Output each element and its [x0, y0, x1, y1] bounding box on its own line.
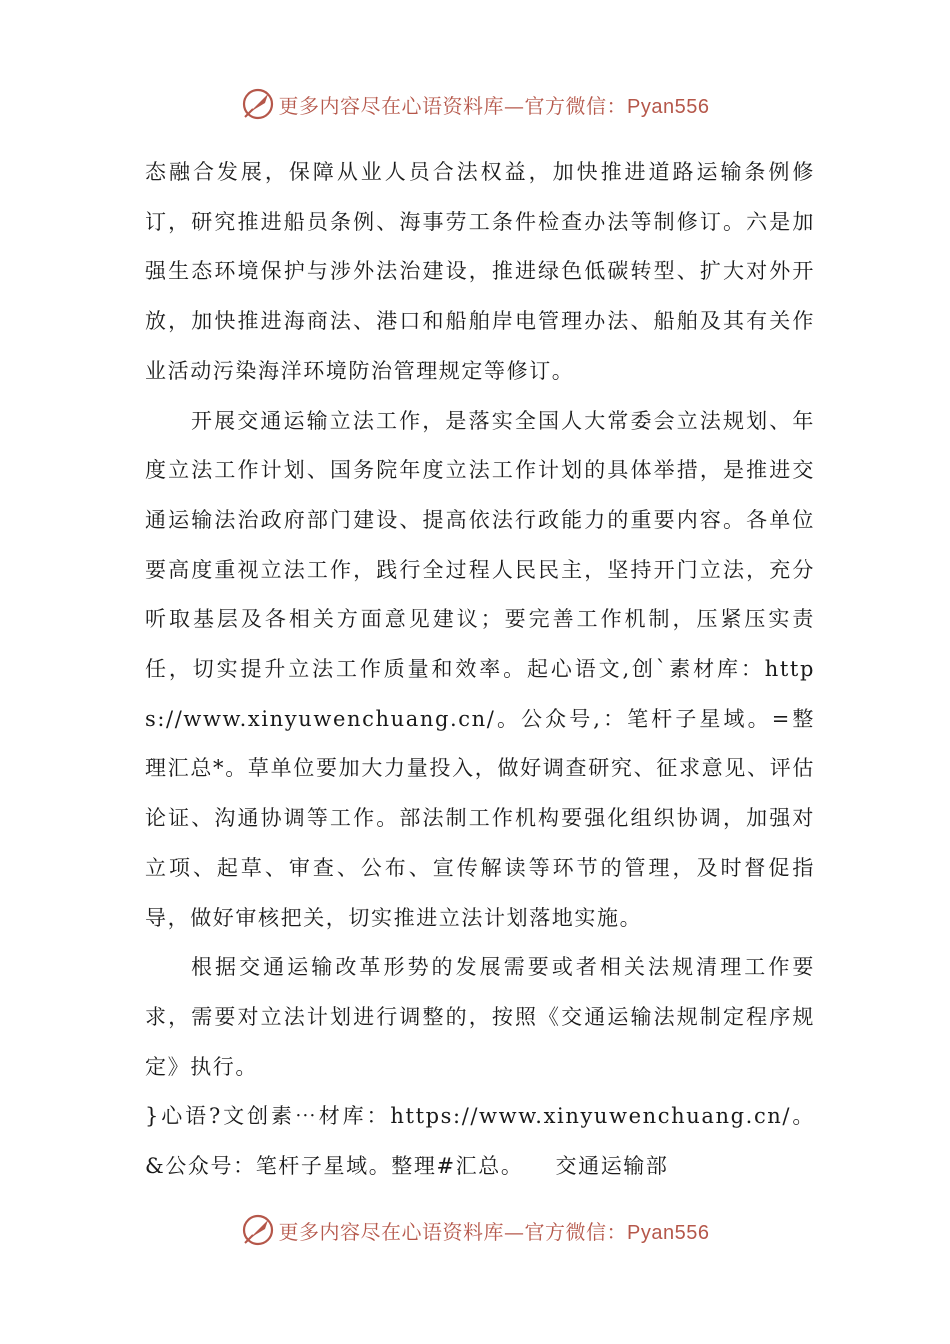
header-banner-handle: Pyan556: [627, 95, 710, 118]
quill-logo-icon: [241, 1213, 275, 1247]
paragraph-2: 开展交通运输立法工作，是落实全国人大常委会立法规划、年度立法工作计划、国务院年度立法工作计划的具体举措，是推进交通运输法治政府部门建设、提高依法行政能力的重要内容。各单位要高度重视立法工作，践行全过程人民民主，坚持开门立法，充分听取基层及各相关方面意见建议；要完善工作机制，压紧压实责任，切实提升立法工作质量和效率。起心语文,创`素材库：https://www.xinyuwenchuang.cn/。公众号,：笔杆子星域。=整理汇总*。草单位要加大力量投入，做好调查研究、征求意见、评估论证、沟通协调等工作。部法制工作机构要强化组织协调，加强对立项、起草、审查、公布、宣传解读等环节的管理，及时督促指导，做好审核把关，切实推进立法计划落地实施。: [145, 408, 815, 930]
signature: 交通运输部: [555, 1154, 669, 1179]
header-banner-text: [279, 90, 710, 119]
footer-banner: [0, 1206, 950, 1254]
paragraph-4: [145, 1092, 815, 1191]
quill-logo-icon: [241, 87, 275, 121]
footer-banner-text: [279, 1216, 710, 1245]
footer-banner-label: 更多内容尽在心语资料库—官方微信：: [278, 1219, 628, 1244]
header-banner: [0, 80, 950, 128]
header-banner-label: 更多内容尽在心语资料库—官方微信：: [278, 93, 628, 118]
paragraph-3: 根据交通运输改革形势的发展需要或者相关法规清理工作要求，需要对立法计划进行调整的，按照《交通运输法规制定程序规定》执行。: [145, 955, 815, 1079]
paragraph-4-text: }心语?文创素⋯材库：https://www.xinyuwenchuang.cn/。&公众号：笔杆子星域。整理#汇总。: [145, 1104, 815, 1179]
footer-banner-handle: Pyan556: [627, 1221, 710, 1244]
paragraph-1: 态融合发展，保障从业人员合法权益，加快推进道路运输条例修订，研究推进船员条例、海事劳工条件检查办法等制修订。六是加强生态环境保护与涉外法治建设，推进绿色低碳转型、扩大对外开放，加快推进海商法、港口和船舶岸电管理办法、船舶及其有关作业活动污染海洋环境防治管理规定等修订。: [145, 160, 815, 383]
document-body: [145, 148, 815, 1192]
